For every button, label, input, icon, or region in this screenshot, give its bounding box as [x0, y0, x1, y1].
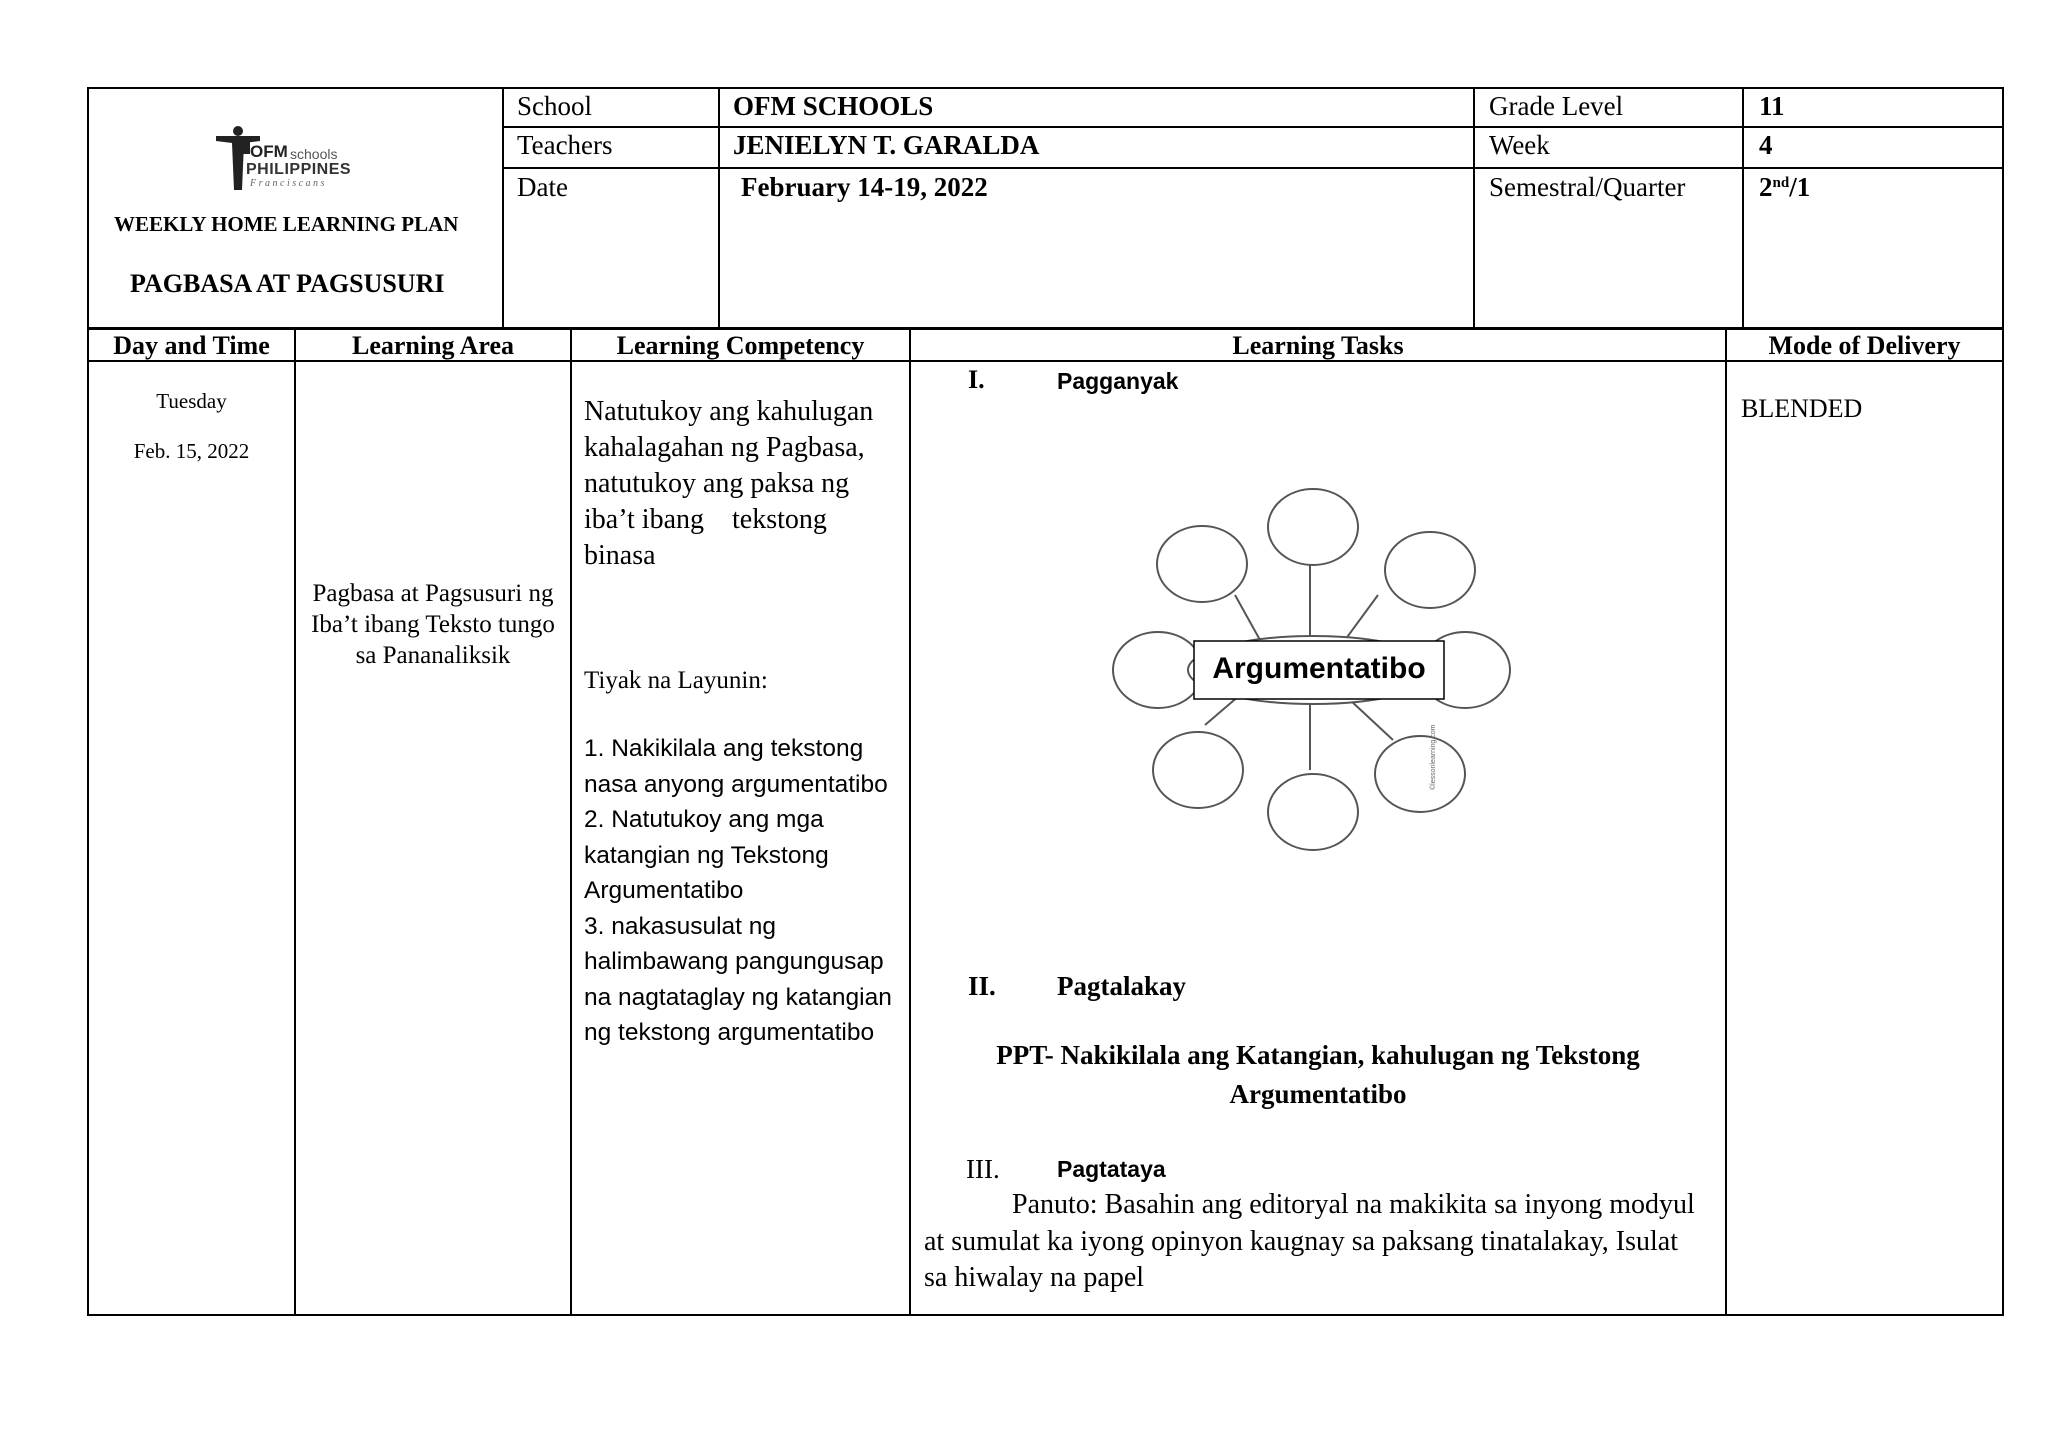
part1-numeral: I.: [968, 365, 985, 394]
part2-title: Pagtalakay: [1057, 971, 1187, 1001]
objective-line: Argumentatibo: [584, 877, 744, 904]
ppt-line-1: PPT- Nakikilala ang Katangian, kahulugan ng Tekstong: [996, 1040, 1640, 1070]
day-date: Feb. 15, 2022: [133, 439, 250, 463]
objective-line: katangian ng Tekstong: [584, 841, 829, 869]
competency-line: natutukoy ang paksa ng: [584, 468, 850, 499]
column-header-day-time: Day and Time: [113, 331, 270, 360]
ppt-line-2: Argumentatibo: [1229, 1079, 1407, 1109]
objective-line: 3. nakasusulat ng: [584, 912, 777, 940]
diagram-node: [1268, 774, 1358, 850]
column-header-learning-competency: Learning Competency: [616, 331, 865, 360]
column-header-learning-tasks: Learning Tasks: [1232, 331, 1404, 360]
date-value: February 14-19, 2022: [741, 172, 988, 202]
objectives-list: [584, 731, 904, 1051]
grade-level-label: Grade Level: [1489, 91, 1624, 121]
logo-wordmark-franciscans: Franciscans: [250, 178, 327, 189]
plan-title: WEEKLY HOME LEARNING PLAN: [114, 212, 459, 236]
logo-wordmark-philippines: PHILIPPINES: [246, 161, 352, 178]
competency-line: iba’t ibang tekstong: [584, 504, 827, 535]
diagram-center-label: Argumentatibo: [1212, 652, 1426, 685]
week-value: 4: [1759, 130, 1773, 160]
objective-line: na nagtataglay ng katangian: [584, 983, 892, 1011]
mode-of-delivery-value: BLENDED: [1741, 394, 1863, 423]
objective-line: ng tekstong argumentatibo: [584, 1019, 875, 1046]
part1-title: Pagganyak: [1057, 368, 1179, 394]
day-label: Tuesday: [156, 389, 227, 413]
logo-wordmark-schools: schools: [290, 146, 338, 162]
date-label: Date: [517, 172, 568, 202]
instructions-line-3: sa hiwalay na papel: [924, 1262, 1145, 1293]
teachers-value: JENIELYN T. GARALDA: [733, 130, 1040, 160]
ofm-logo: [212, 124, 372, 194]
semester-label: Semestral/Quarter: [1489, 172, 1686, 202]
instructions-line-1: Panuto: Basahin ang editoryal na makikita sa inyong modyul: [1012, 1189, 1695, 1220]
part3-title: Pagtataya: [1057, 1156, 1166, 1182]
objective-line: 2. Natutukoy ang mga: [584, 806, 824, 833]
competency-line: Natutukoy ang kahulugan: [584, 396, 874, 427]
school-value: OFM SCHOOLS: [733, 91, 934, 121]
competency-line: binasa: [584, 540, 656, 571]
column-header-mode-of-delivery: Mode of Delivery: [1768, 331, 1961, 360]
semester-value-tail: /1: [1789, 172, 1811, 202]
semester-value-main: 2: [1759, 172, 1773, 202]
part2-numeral: II.: [968, 971, 996, 1001]
learning-area-text: Pagbasa at Pagsusuri ng Iba’t ibang Teksto tungo sa Pananaliksik: [311, 580, 555, 669]
diagram-node: [1157, 526, 1247, 602]
week-label: Week: [1489, 130, 1550, 160]
objectives-heading: Tiyak na Layunin:: [584, 667, 768, 694]
diagram-node: [1153, 732, 1243, 808]
objective-line: 1. Nakikilala ang tekstong: [584, 735, 864, 762]
competency-line: kahalagahan ng Pagbasa,: [584, 432, 865, 463]
teachers-label: Teachers: [517, 130, 613, 160]
logo-wordmark-ofm: OFM: [250, 142, 288, 161]
instructions-line-2: at sumulat ka iyong opinyon kaugnay sa paksang tinatalakay, Isulat: [924, 1226, 1679, 1257]
diagram-node: [1375, 736, 1465, 812]
school-label: School: [517, 91, 593, 121]
subject-title: PAGBASA AT PAGSUSURI: [130, 269, 445, 298]
objective-line: halimbawang pangungusap: [584, 948, 884, 975]
grade-level-value: 11: [1759, 91, 1785, 121]
semester-value-sup: nd: [1772, 175, 1790, 191]
diagram-node: [1385, 532, 1475, 608]
objective-line: nasa anyong argumentatibo: [584, 770, 888, 798]
part3-numeral: III.: [966, 1154, 1000, 1184]
competency-text: [584, 394, 904, 574]
semester-value: [1759, 174, 1810, 201]
column-header-learning-area: Learning Area: [351, 331, 515, 360]
diagram-watermark: ©lessonlearning.com: [1430, 724, 1437, 790]
diagram-node: [1268, 489, 1358, 565]
